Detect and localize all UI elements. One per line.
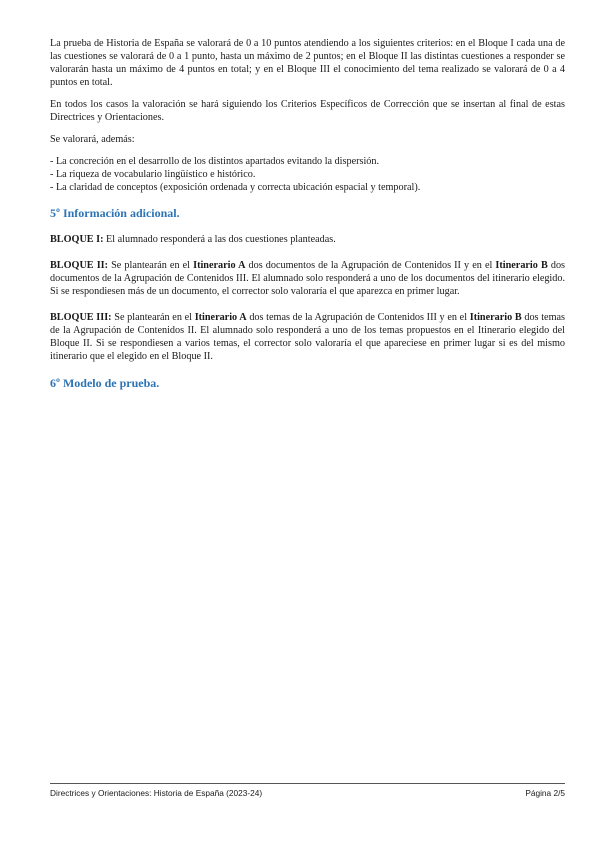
- bloque-3-text: dos temas de la Agrupación de Contenidos II. El alumnado solo responderá a uno de los temas propuestos en el Itinerario elegido del Bloque II. Si se respondiesen a varios temas, el corrector solo valoraría el que apareciese en primer lugar si es del mismo itinerario que el elegido en el Bloque II.: [50, 312, 565, 362]
- page-number: Página 2/5: [525, 788, 565, 798]
- section-heading-test-model: 6º Modelo de prueba.: [50, 376, 160, 390]
- paragraph-scoring-criteria: La prueba de Historia de España se valorará de 0 a 10 puntos atendiendo a los siguientes criterios: en el Bloque I cada una de las cuestiones se valorará de 0 a 1 punto, hasta un máximo de 2 puntos; en el Bloque II las distintas cuestiones a responder se valorarán hasta un máximo de 4 puntos en total; y en el Bloque III el conocimiento del tema realizado se valorará de 0 a 4 puntos en total.: [50, 38, 565, 88]
- bloque-3-paragraph: [50, 311, 565, 363]
- bloque-2-text: dos documentos de la Agrupación de Contenidos II y en el: [245, 260, 496, 271]
- list-item: - La claridad de conceptos (exposición ordenada y correcta ubicación espacial y temporal).: [50, 182, 421, 193]
- bloque-1-text: El alumnado responderá a las dos cuestiones planteadas.: [103, 234, 336, 245]
- page-footer: [50, 783, 565, 798]
- bloque-3-label: BLOQUE III:: [50, 312, 112, 323]
- bloque-2-text: Se plantearán en el: [108, 260, 194, 271]
- bloque-2-paragraph: [50, 259, 565, 298]
- footer-title: Directrices y Orientaciones: Historia de España (2023-24): [50, 788, 263, 798]
- itinerario-b: Itinerario B: [469, 312, 522, 323]
- itinerario-a: Itinerario A: [194, 312, 247, 323]
- bloque-3-text: dos temas de la Agrupación de Contenidos III y en el: [246, 312, 470, 323]
- bloque-2-label: BLOQUE II:: [50, 260, 109, 271]
- bloque-3-text: Se plantearán en el: [111, 312, 195, 323]
- itinerario-b: Itinerario B: [495, 260, 548, 271]
- bloque-1-label: BLOQUE I:: [50, 234, 104, 245]
- section-heading-additional-info: 5º Información adicional.: [50, 206, 180, 220]
- list-item: - La riqueza de vocabulario lingüístico e histórico.: [50, 169, 256, 180]
- criteria-list: [50, 155, 565, 194]
- bloque-1-paragraph: [50, 233, 565, 246]
- list-item: - La concreción en el desarrollo de los distintos apartados evitando la dispersión.: [50, 156, 380, 167]
- paragraph-correction-criteria: En todos los casos la valoración se hará siguiendo los Criterios Específicos de Corrección que se insertan al final de estas Directrices y Orientaciones.: [50, 99, 565, 123]
- document-body: [50, 37, 565, 403]
- bloque-2-text: dos documentos de la Agrupación de Contenidos III. El alumnado solo responderá a uno de los documentos del itinerario elegido. Si se respondiesen más de un documento, el corrector solo valoraría el que aparezca en primer lugar.: [50, 260, 566, 297]
- itinerario-a: Itinerario A: [193, 260, 246, 271]
- paragraph-also-valued: Se valorará, además:: [50, 134, 135, 145]
